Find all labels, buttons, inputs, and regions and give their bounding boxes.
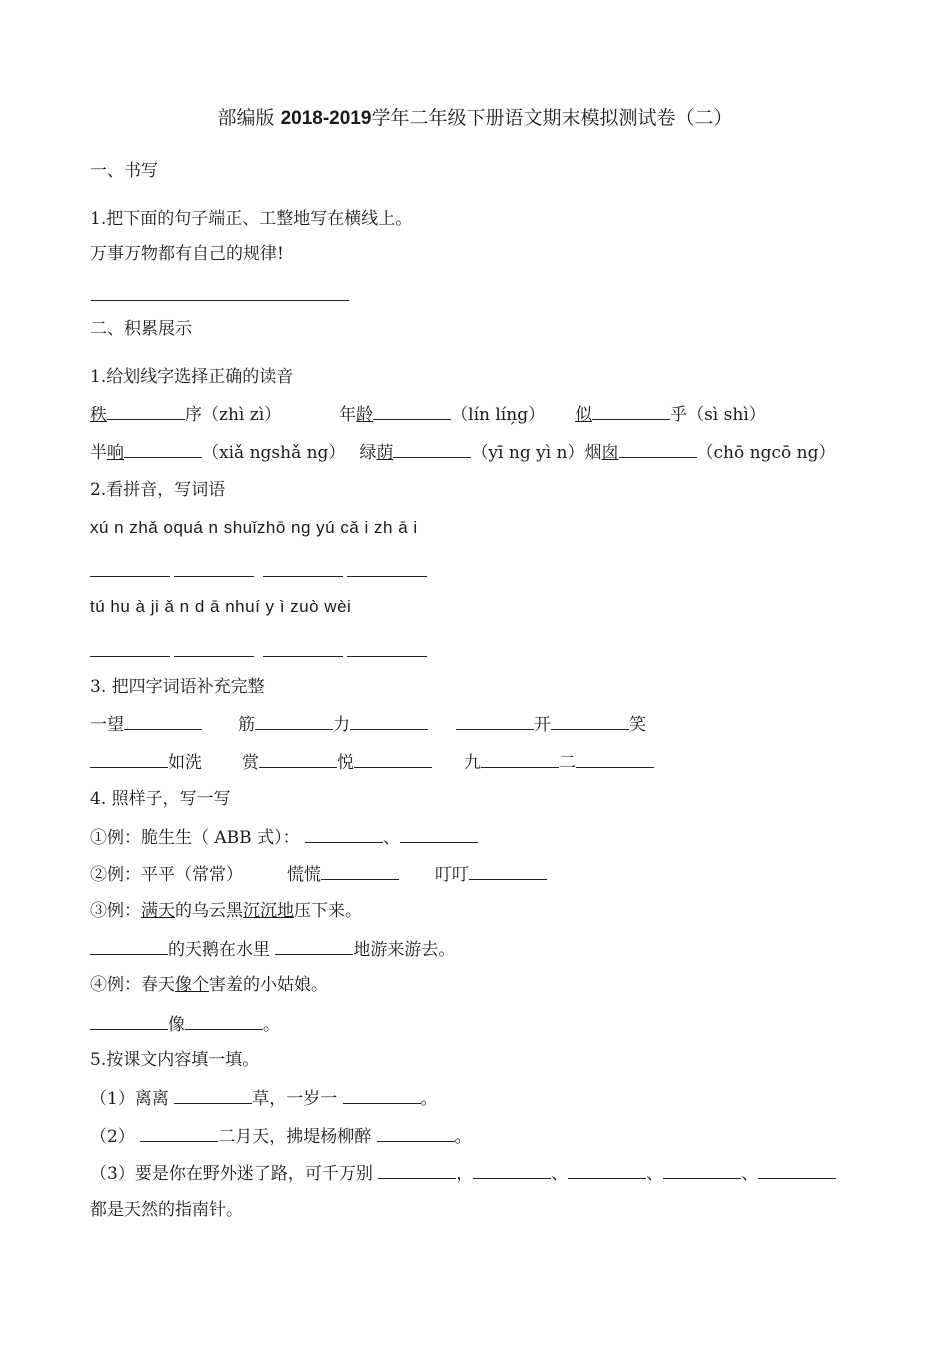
char: 烟 [584,443,602,463]
idioms-row-1 [90,712,646,736]
example-3 [90,900,362,922]
pinyin-options: （yī ng yì n） [471,443,585,463]
idiom-text: 力 [333,715,350,735]
fill-text: （3）要是你在野外迷了路，可千万别 [90,1164,373,1184]
fill-text: （2） [90,1127,135,1147]
underlined-char: 响 [107,443,124,463]
separator: 、 [382,828,400,848]
answer-blank[interactable] [400,825,478,843]
example-1 [90,825,478,849]
underlined-char: 秩 [90,405,107,425]
separator: ， [456,1164,474,1184]
copy-sentence: 万事万物都有自己的规律! [90,244,284,264]
fill-text: 二月天，拂堤杨柳醉 [218,1127,372,1147]
answer-blank[interactable] [90,750,168,768]
answer-blank[interactable] [473,1161,551,1179]
underlined-char: 囱 [601,443,619,463]
question-1-writing: 1.把下面的句子端正、工整地写在横线上。 [90,209,413,229]
answer-blank[interactable] [140,1124,218,1142]
answer-blank[interactable] [619,440,697,458]
separator: 、 [551,1164,569,1184]
pronunciation-row-1 [90,402,766,426]
pinyin-options: （lín lín̗g） [451,405,546,425]
answer-blank[interactable] [551,712,629,730]
underlined-word: 满天 [141,901,175,921]
question-pinyin-words: 2.看拼音，写词语 [90,480,226,500]
answer-blank[interactable] [90,576,170,577]
idiom-text: 二 [559,753,576,773]
fill-text: 像 [168,1015,185,1035]
fill-text: 。 [454,1127,472,1147]
idiom-text: 如洗 [168,753,202,773]
idiom-text: 一望 [90,715,124,735]
answer-blank[interactable] [347,576,427,577]
answer-blank[interactable] [469,862,547,880]
pinyin-options: （xiǎ ngshǎ ng） [202,443,346,463]
example-text: 害羞的小姑娘。 [209,975,328,995]
example-2 [90,862,547,886]
char: 年 [339,405,357,425]
answer-blank[interactable] [758,1161,836,1179]
fill-text: 草，一岁一 [252,1089,338,1109]
answer-blank[interactable] [350,712,428,730]
answer-blank[interactable] [259,750,337,768]
answer-blank[interactable] [107,402,185,420]
answer-blank[interactable] [592,402,670,420]
answer-blank[interactable] [90,937,168,955]
question-fill-text: 5.按课文内容填一填。 [90,1050,260,1070]
section-heading-accumulation: 二、积累展示 [90,319,192,339]
idioms-row-2 [90,750,654,774]
example-4-fill [90,1012,280,1036]
underlined-word: 像个 [175,975,209,995]
answer-blank[interactable] [305,825,383,843]
answer-blank[interactable] [393,440,471,458]
answer-blank[interactable] [347,656,427,657]
title-suffix: 学年二年级下册语文期末模拟测试卷（二） [371,107,733,129]
question-idioms: 3. 把四字词语补充完整 [90,677,265,697]
example-label: ④例：春天 [90,975,175,995]
answer-blank[interactable] [124,440,202,458]
underlined-char: 似 [575,405,593,425]
char: 半 [90,443,107,463]
idiom-text: 赏 [242,753,259,773]
pronunciation-row-2 [90,440,835,464]
example-label: ①例：脆生生（ ABB 式）： [90,828,300,848]
fill-item-1 [90,1086,438,1110]
answer-blank[interactable] [377,1124,455,1142]
title-year: 2018-2019 [280,108,372,129]
answer-blank[interactable] [378,1161,456,1179]
page-title [0,106,950,131]
fill-text: 的天鹅在水里 [168,940,270,960]
answer-blank[interactable] [263,576,343,577]
fill-text: （1）离离 [90,1089,169,1109]
pinyin-line-2: tú hu à ji ǎ n d ā nhuí y ì zuò wèi [90,597,352,616]
idiom-text: 九 [464,753,481,773]
answer-blank[interactable] [185,1012,263,1030]
answer-blank[interactable] [481,750,559,768]
answer-blank[interactable] [90,1012,168,1030]
word: 慌慌 [287,865,321,885]
example-4 [90,974,328,996]
separator: 、 [646,1164,664,1184]
answer-blank[interactable] [321,862,399,880]
underlined-word: 沉沉地 [243,901,294,921]
answer-line-writing[interactable] [91,300,349,301]
fill-item-2 [90,1124,472,1148]
answer-blank[interactable] [576,750,654,768]
answer-blank[interactable] [255,712,333,730]
example-3-fill [90,937,455,961]
answer-blank[interactable] [373,402,451,420]
answer-blank[interactable] [663,1161,741,1179]
separator: 、 [741,1164,759,1184]
title-prefix: 部编版 [217,107,281,129]
underlined-char: 龄 [356,405,374,425]
section-heading-writing: 一、书写 [90,161,158,181]
pinyin-line-1: xú n zhǎ oquá n shuǐzhō ng yú cǎ i zh ā i [90,518,418,537]
example-label: ③例： [90,901,141,921]
word: 叮叮 [435,865,469,885]
answer-blank[interactable] [568,1161,646,1179]
answer-blank[interactable] [354,750,432,768]
question-imitate: 4. 照样子，写一写 [90,789,231,809]
answer-blank[interactable] [275,937,353,955]
question-pronunciation: 1.给划线字选择正确的读音 [90,367,294,387]
answer-blank[interactable] [124,712,202,730]
idiom-text: 笑 [629,715,646,735]
answer-blank[interactable] [263,656,343,657]
fill-text: 。 [420,1089,438,1109]
answer-blank[interactable] [90,656,170,657]
answer-blank[interactable] [456,712,534,730]
example-text: 的乌云黑 [175,901,243,921]
fill-item-3 [90,1161,836,1185]
char: 绿 [359,443,377,463]
answer-blank[interactable] [174,1086,252,1104]
pinyin-options: （chō ngcō ng） [696,443,836,463]
fill-item-3-end: 都是天然的指南针。 [90,1200,243,1220]
answer-blank[interactable] [174,656,254,657]
example-label: ②例：平平（常常） [90,865,243,885]
answer-blank[interactable] [174,576,254,577]
idiom-text: 悦 [337,753,354,773]
fill-text: 。 [263,1015,280,1035]
fill-text: 地游来游去。 [353,940,456,960]
pinyin-options: 序（zhì zì） [185,405,282,425]
idiom-text: 开 [534,715,551,735]
idiom-text: 筋 [238,715,255,735]
pinyin-options: 乎（sì shì） [670,405,766,425]
example-text: 压下来。 [294,901,362,921]
underlined-char: 荫 [376,443,394,463]
answer-blank[interactable] [343,1086,421,1104]
